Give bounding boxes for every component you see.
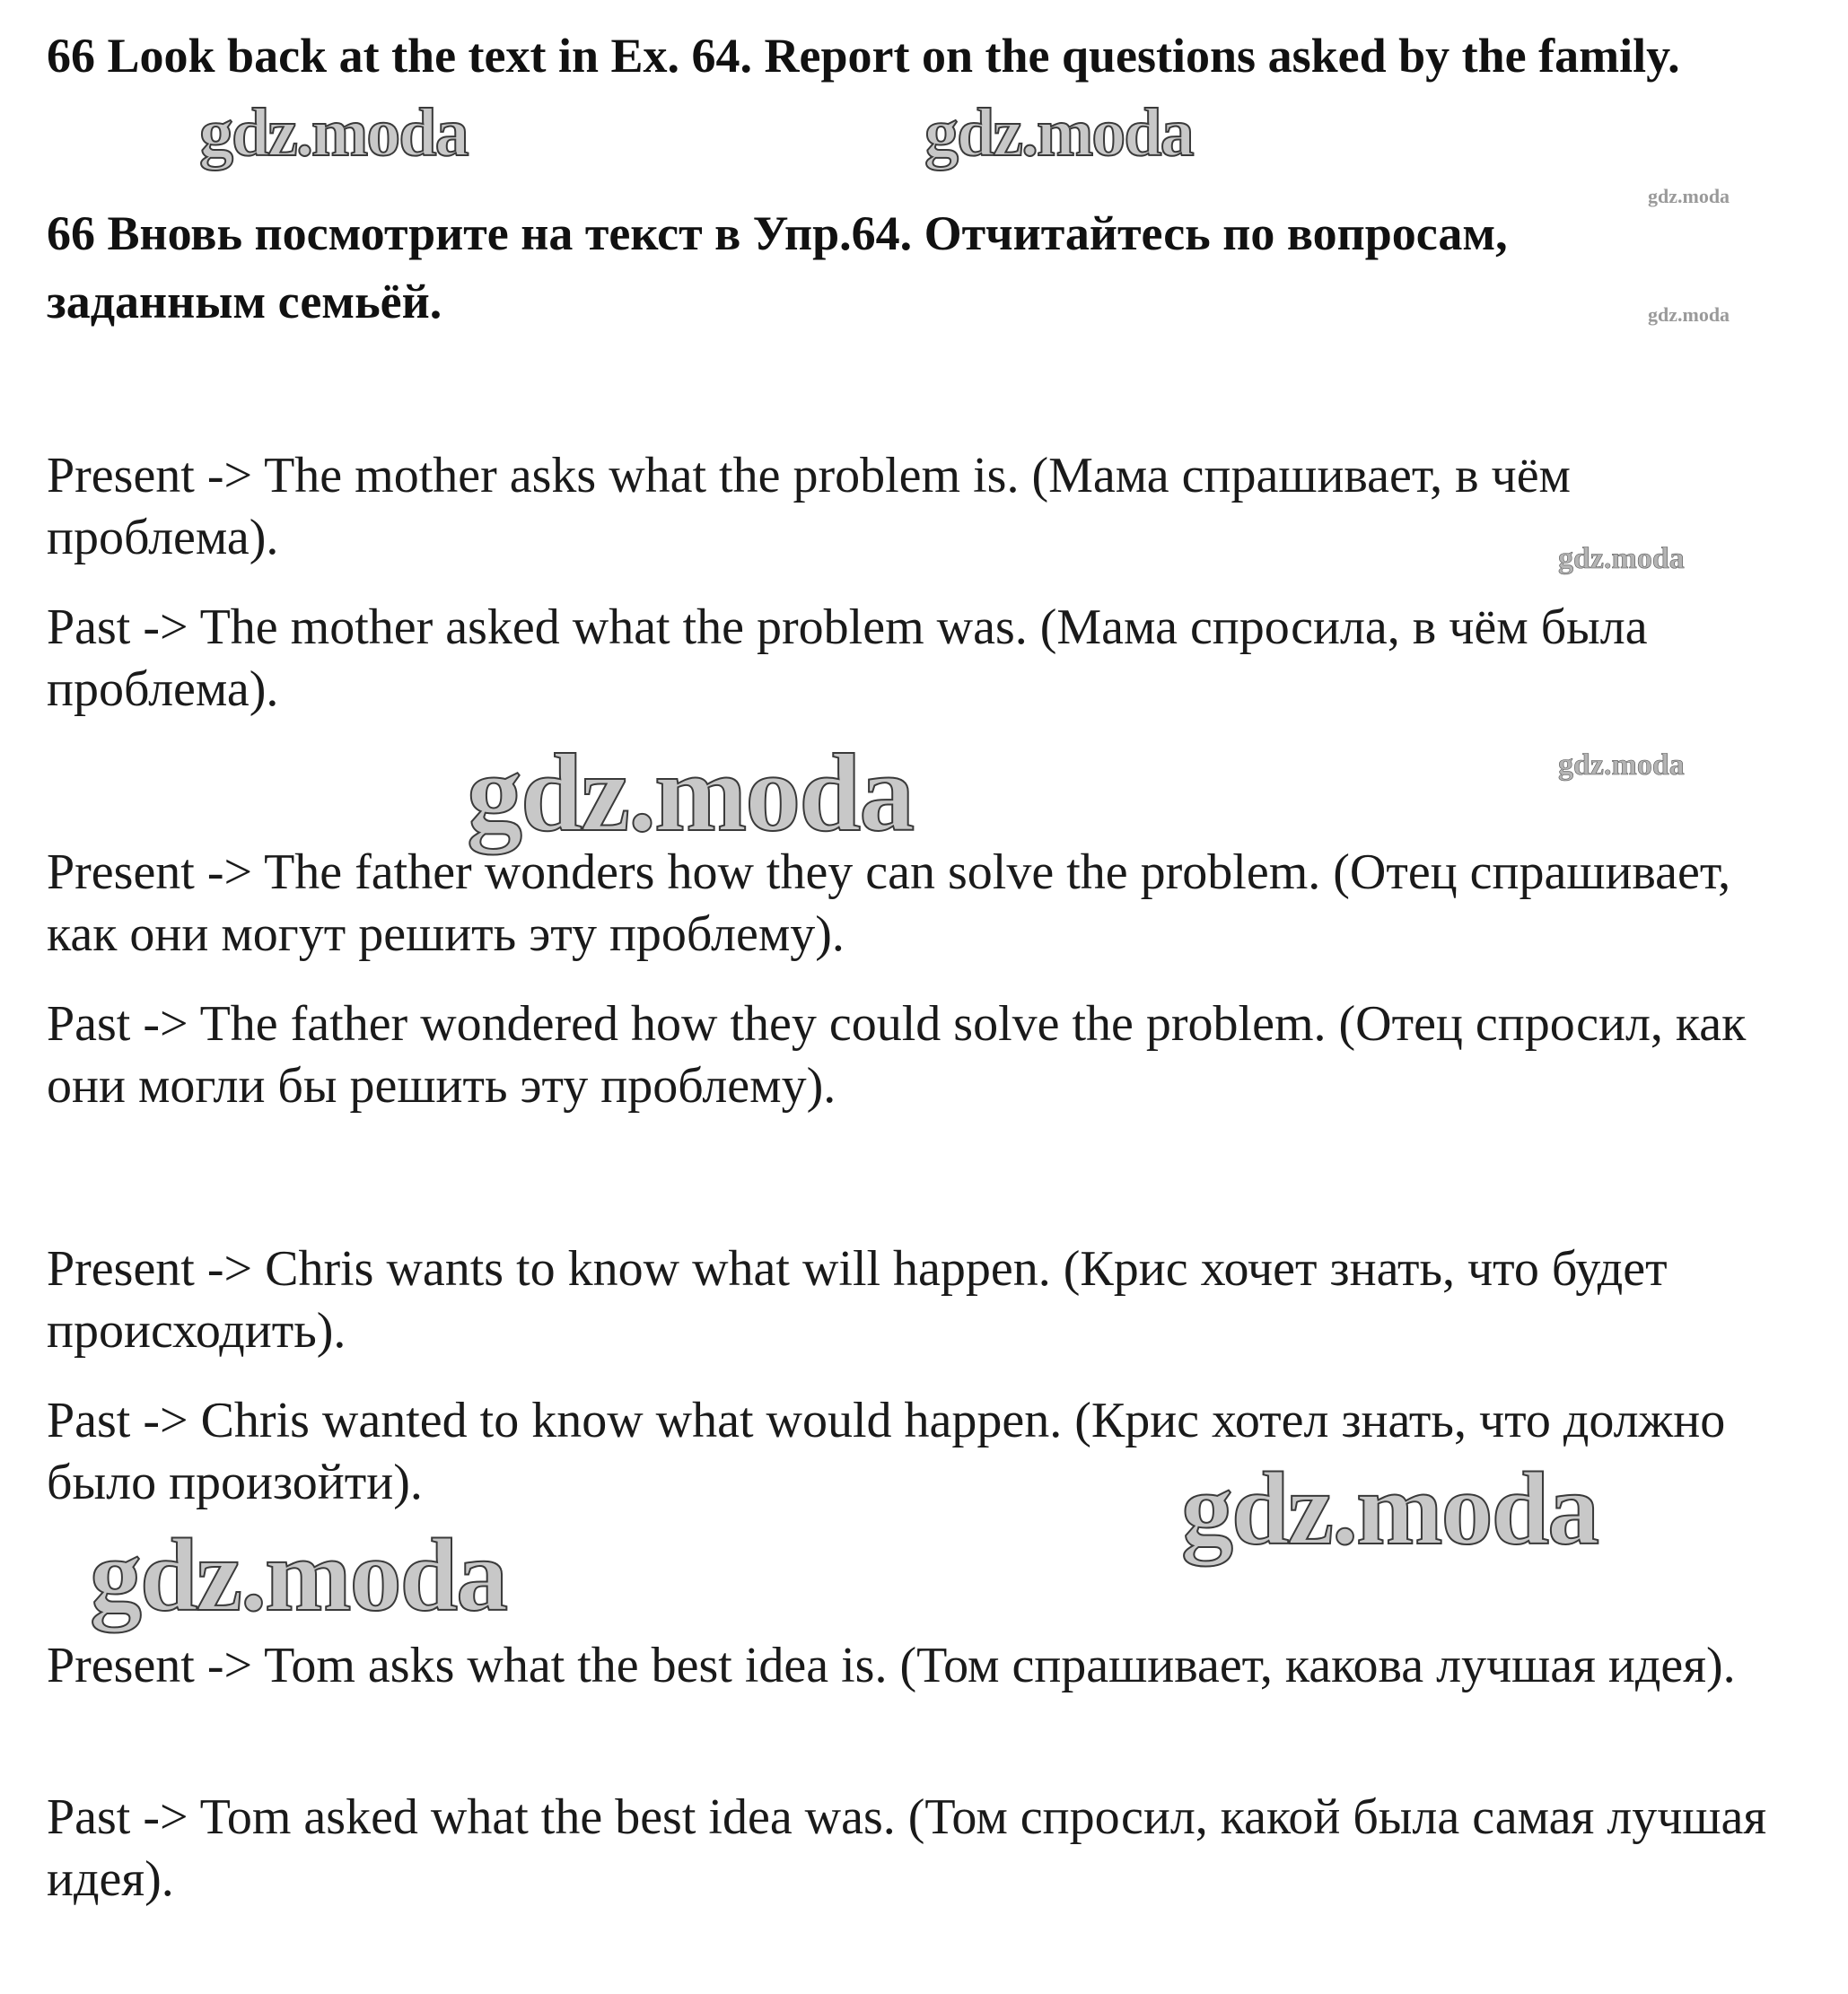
exercise-heading-en: 66 Look back at the text in Ex. 64. Report on the questions asked by the family. [47,29,1680,83]
answer-past-tom: Past -> Tom asked what the best idea was. (Том спросил, какой была самая лучшая идея). [47,1789,1767,1907]
watermark: gdz.moda [1558,542,1685,575]
answer-past-father: Past -> The father wondered how they could solve the problem. (Отец спросил, как они могли бы решить эту проблему). [47,996,1747,1114]
exercise-heading-ru: 66 Вновь посмотрите на текст в Упр.64. Отчитайтесь по вопросам, заданным семьёй. [47,206,1508,328]
answer-past-chris: Past -> Chris wanted to know what would happen. (Крис хотел знать, что должно было произойти). [47,1393,1726,1510]
watermark: gdz.moda [1648,303,1730,326]
answer-present-mother: Present -> The mother asks what the problem is. (Мама спрашивает, в чём проблема). [47,448,1571,565]
answer-present-father: Present -> The father wonders how they can solve the problem. (Отец спрашивает, как они могут решить эту проблему). [47,844,1731,962]
answer-past-mother: Past -> The mother asked what the problem was. (Мама спросила, в чём была проблема). [47,599,1648,717]
watermark: gdz.moda [467,731,914,854]
watermark: gdz.moda [924,95,1193,171]
answer-present-chris: Present -> Chris wants to know what will happen. (Крис хочет знать, что будет происходить). [47,1241,1668,1359]
watermark: gdz.moda [90,1518,507,1633]
watermark: gdz.moda [199,95,468,171]
watermark: gdz.moda [1558,748,1685,782]
watermark: gdz.moda [1648,185,1730,207]
answer-present-tom: Present -> Tom asks what the best idea is. (Том спрашивает, какова лучшая идея). [47,1638,1736,1693]
watermark: gdz.moda [1181,1452,1598,1567]
